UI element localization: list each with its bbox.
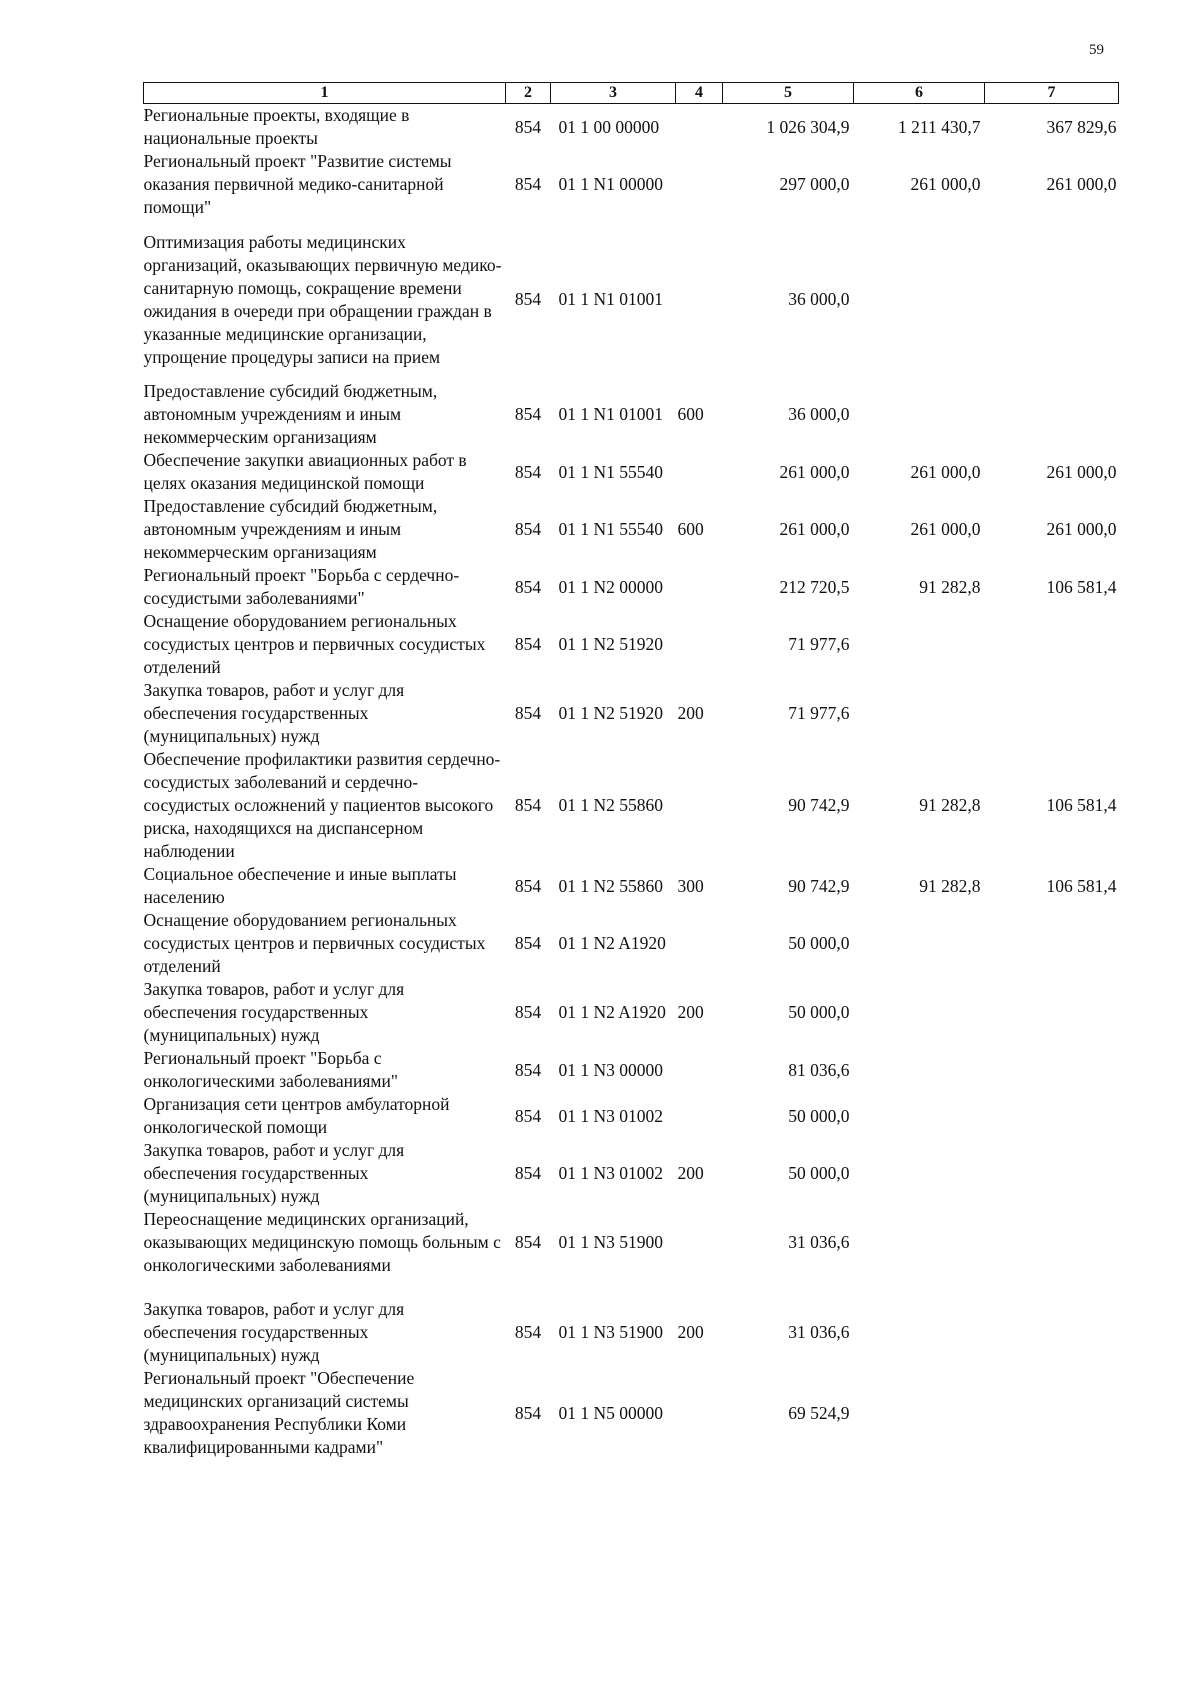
column-header-2: 2 bbox=[506, 83, 551, 104]
row-sum-7 bbox=[985, 1367, 1119, 1459]
row-vr bbox=[676, 150, 723, 219]
row-sum-6: 1 211 430,7 bbox=[898, 116, 981, 137]
table-row bbox=[144, 1208, 1119, 1298]
row-name: Оснащение оборудованием региональных сосудистых центров и первичных сосудистых отделений bbox=[143, 910, 486, 976]
row-sum-6: 261 000,0 bbox=[910, 519, 981, 539]
row-sum-7: 261 000,0 bbox=[1046, 174, 1117, 194]
row-sum-7 bbox=[985, 1298, 1119, 1367]
row-vr: 300 bbox=[677, 875, 704, 896]
row-sum-7: 106 581,4 bbox=[1046, 576, 1117, 597]
row-sum-7 bbox=[985, 978, 1119, 1047]
row-sum-5: 297 000,0 bbox=[779, 174, 850, 194]
table-row bbox=[144, 679, 1119, 748]
row-csr: 01 1 N3 51900 bbox=[558, 1232, 664, 1252]
row-name: Предоставление субсидий бюджетным, автономным учреждениям и иным некоммерческим организациям bbox=[143, 381, 438, 447]
table-row bbox=[144, 978, 1119, 1047]
row-name: Региональный проект "Борьба с сердечно-сосудистыми заболеваниями" bbox=[143, 565, 460, 608]
row-sum-5: 261 000,0 bbox=[779, 519, 850, 539]
row-vr: 200 bbox=[677, 1163, 704, 1183]
row-csr: 01 1 N2 A1920 bbox=[558, 933, 666, 953]
row-sum-6: 91 282,8 bbox=[919, 576, 981, 597]
row-vr: 200 bbox=[677, 703, 704, 723]
row-grbs: 854 bbox=[514, 875, 542, 896]
table-row bbox=[144, 1298, 1119, 1367]
row-vr bbox=[676, 748, 723, 863]
row-grbs: 854 bbox=[514, 1105, 542, 1126]
row-name: Оснащение оборудованием региональных сосудистых центров и первичных сосудистых отделений bbox=[143, 611, 486, 677]
row-grbs: 854 bbox=[514, 1059, 542, 1080]
row-csr: 01 1 N1 01001 bbox=[558, 289, 664, 309]
row-vr bbox=[676, 449, 723, 495]
row-grbs: 854 bbox=[514, 1002, 542, 1022]
row-sum-7 bbox=[985, 1139, 1119, 1208]
row-sum-5: 50 000,0 bbox=[788, 1002, 850, 1022]
row-vr: 200 bbox=[677, 1322, 704, 1342]
row-sum-5: 90 742,9 bbox=[788, 795, 850, 815]
row-sum-7 bbox=[985, 679, 1119, 748]
row-grbs: 854 bbox=[514, 1163, 542, 1183]
table-row bbox=[144, 863, 1119, 909]
row-grbs: 854 bbox=[514, 519, 542, 539]
row-sum-7: 106 581,4 bbox=[1046, 875, 1117, 896]
row-sum-5: 50 000,0 bbox=[788, 1105, 850, 1126]
row-grbs: 854 bbox=[514, 1402, 542, 1423]
table-body bbox=[144, 104, 1119, 1460]
row-name: Организация сети центров амбулаторной онкологической помощи bbox=[143, 1094, 450, 1137]
row-sum-6 bbox=[854, 219, 985, 380]
table-row bbox=[144, 380, 1119, 449]
table-header bbox=[144, 83, 1119, 104]
row-csr: 01 1 00 00000 bbox=[558, 116, 660, 137]
row-name: Региональный проект "Обеспечение медицинских организаций системы здравоохранения Республики Коми квалифицированными кадрами" bbox=[143, 1368, 415, 1457]
table-row bbox=[144, 150, 1119, 219]
table-row bbox=[144, 1139, 1119, 1208]
row-sum-5: 31 036,6 bbox=[788, 1232, 850, 1252]
row-grbs: 854 bbox=[514, 634, 542, 654]
row-grbs: 854 bbox=[514, 1232, 542, 1252]
row-name: Региональные проекты, входящие в национальные проекты bbox=[143, 105, 410, 148]
row-name: Предоставление субсидий бюджетным, автономным учреждениям и иным некоммерческим организациям bbox=[143, 496, 438, 562]
row-vr bbox=[676, 1047, 723, 1093]
row-grbs: 854 bbox=[514, 1322, 542, 1342]
row-sum-7: 367 829,6 bbox=[1046, 116, 1117, 137]
row-csr: 01 1 N1 55540 bbox=[558, 461, 664, 482]
column-header-7: 7 bbox=[985, 83, 1119, 104]
row-sum-6 bbox=[854, 610, 985, 679]
row-name: Закупка товаров, работ и услуг для обеспечения государственных (муниципальных) нужд bbox=[143, 1140, 405, 1206]
row-grbs: 854 bbox=[514, 795, 542, 815]
column-header-6: 6 bbox=[854, 83, 985, 104]
row-sum-6 bbox=[854, 1139, 985, 1208]
row-vr bbox=[676, 1367, 723, 1459]
row-csr: 01 1 N1 01001 bbox=[558, 404, 664, 424]
row-csr: 01 1 N2 A1920 bbox=[558, 1002, 666, 1022]
row-sum-7 bbox=[985, 1047, 1119, 1093]
table-row bbox=[144, 1367, 1119, 1459]
row-sum-5: 50 000,0 bbox=[788, 933, 850, 953]
row-vr bbox=[676, 104, 723, 151]
table-row bbox=[144, 219, 1119, 380]
row-csr: 01 1 N3 51900 bbox=[558, 1322, 664, 1342]
row-sum-6: 91 282,8 bbox=[919, 795, 981, 815]
header-row bbox=[144, 83, 1119, 104]
row-vr bbox=[676, 564, 723, 610]
table-row bbox=[144, 1093, 1119, 1139]
row-sum-6 bbox=[854, 1093, 985, 1139]
row-sum-6: 261 000,0 bbox=[910, 461, 981, 482]
table-row bbox=[144, 1047, 1119, 1093]
row-sum-6: 261 000,0 bbox=[910, 174, 981, 194]
row-sum-6 bbox=[854, 978, 985, 1047]
row-csr: 01 1 N2 55860 bbox=[558, 875, 664, 896]
row-name: Обеспечение профилактики развития сердечно-сосудистых заболеваний и сердечно-сосудистых осложнений у пациентов высокого риска, находящихся на диспансерном наблюдении bbox=[143, 749, 501, 861]
row-vr bbox=[676, 1208, 723, 1298]
budget-table bbox=[143, 82, 1119, 1459]
row-csr: 01 1 N1 00000 bbox=[558, 174, 664, 194]
row-sum-6 bbox=[854, 380, 985, 449]
row-sum-7 bbox=[985, 219, 1119, 380]
row-grbs: 854 bbox=[514, 703, 542, 723]
row-sum-5: 69 524,9 bbox=[788, 1402, 850, 1423]
row-vr: 200 bbox=[677, 1002, 704, 1022]
row-vr bbox=[676, 1093, 723, 1139]
row-sum-5: 36 000,0 bbox=[788, 289, 850, 309]
row-sum-6 bbox=[854, 1047, 985, 1093]
row-name: Закупка товаров, работ и услуг для обеспечения государственных (муниципальных) нужд bbox=[143, 979, 405, 1045]
row-csr: 01 1 N1 55540 bbox=[558, 519, 664, 539]
row-name: Переоснащение медицинских организаций, оказывающих медицинскую помощь больным с онкологическими заболеваниями bbox=[143, 1209, 501, 1275]
row-name: Оптимизация работы медицинских организаций, оказывающих первичную медико-санитарную помощь, сокращение времени ожидания в очереди при обращении граждан в указанные медицинские организации, упрощение процедуры записи на прием bbox=[143, 231, 502, 367]
row-sum-6 bbox=[854, 1367, 985, 1459]
table-row bbox=[144, 564, 1119, 610]
row-csr: 01 1 N2 51920 bbox=[558, 703, 664, 723]
row-sum-7 bbox=[985, 1093, 1119, 1139]
row-grbs: 854 bbox=[514, 461, 542, 482]
table-row bbox=[144, 909, 1119, 978]
column-header-3: 3 bbox=[551, 83, 676, 104]
row-grbs: 854 bbox=[514, 289, 542, 309]
row-sum-5: 212 720,5 bbox=[779, 576, 850, 597]
table-row bbox=[144, 495, 1119, 564]
row-sum-7 bbox=[985, 909, 1119, 978]
row-sum-7: 106 581,4 bbox=[1046, 795, 1117, 815]
row-grbs: 854 bbox=[514, 404, 542, 424]
table-row bbox=[144, 610, 1119, 679]
row-grbs: 854 bbox=[514, 933, 542, 953]
row-grbs: 854 bbox=[514, 174, 542, 194]
row-sum-6: 91 282,8 bbox=[919, 875, 981, 896]
row-csr: 01 1 N2 00000 bbox=[558, 576, 664, 597]
row-vr bbox=[676, 219, 723, 380]
row-name: Региональный проект "Развитие системы оказания первичной медико-санитарной помощи" bbox=[143, 151, 452, 217]
row-sum-5: 71 977,6 bbox=[788, 634, 850, 654]
table-row bbox=[144, 104, 1119, 151]
row-csr: 01 1 N3 01002 bbox=[558, 1105, 664, 1126]
row-csr: 01 1 N3 01002 bbox=[558, 1163, 664, 1183]
row-sum-7: 261 000,0 bbox=[1046, 461, 1117, 482]
row-vr: 600 bbox=[677, 519, 704, 539]
row-sum-5: 1 026 304,9 bbox=[766, 116, 850, 137]
row-name: Закупка товаров, работ и услуг для обеспечения государственных (муниципальных) нужд bbox=[143, 1299, 405, 1365]
row-sum-7 bbox=[985, 610, 1119, 679]
row-sum-5: 261 000,0 bbox=[779, 461, 850, 482]
row-sum-7: 261 000,0 bbox=[1046, 519, 1117, 539]
page-number: 59 bbox=[1089, 42, 1104, 58]
table-row bbox=[144, 748, 1119, 863]
row-sum-5: 90 742,9 bbox=[788, 875, 850, 896]
row-sum-6 bbox=[854, 679, 985, 748]
row-sum-7 bbox=[985, 1208, 1119, 1298]
row-sum-5: 31 036,6 bbox=[788, 1322, 850, 1342]
row-sum-5: 36 000,0 bbox=[788, 404, 850, 424]
row-name: Обеспечение закупки авиационных работ в целях оказания медицинской помощи bbox=[143, 450, 467, 493]
row-vr: 600 bbox=[677, 404, 704, 424]
row-csr: 01 1 N5 00000 bbox=[558, 1402, 664, 1423]
column-header-1: 1 bbox=[144, 83, 506, 104]
column-header-5: 5 bbox=[723, 83, 854, 104]
row-name: Закупка товаров, работ и услуг для обеспечения государственных (муниципальных) нужд bbox=[143, 680, 405, 746]
row-sum-6 bbox=[854, 1208, 985, 1298]
row-csr: 01 1 N2 51920 bbox=[558, 634, 664, 654]
row-csr: 01 1 N3 00000 bbox=[558, 1059, 664, 1080]
row-sum-5: 71 977,6 bbox=[788, 703, 850, 723]
row-name: Региональный проект "Борьба с онкологическими заболеваниями" bbox=[143, 1048, 398, 1091]
row-grbs: 854 bbox=[514, 576, 542, 597]
column-header-4: 4 bbox=[676, 83, 723, 104]
row-sum-6 bbox=[854, 909, 985, 978]
row-sum-6 bbox=[854, 1298, 985, 1367]
table-row bbox=[144, 449, 1119, 495]
row-name: Социальное обеспечение и иные выплаты населению bbox=[143, 864, 457, 907]
row-sum-7 bbox=[985, 380, 1119, 449]
row-grbs: 854 bbox=[514, 116, 542, 137]
row-csr: 01 1 N2 55860 bbox=[558, 795, 664, 815]
row-vr bbox=[676, 909, 723, 978]
row-sum-5: 50 000,0 bbox=[788, 1163, 850, 1183]
row-sum-5: 81 036,6 bbox=[788, 1059, 850, 1080]
row-vr bbox=[676, 610, 723, 679]
